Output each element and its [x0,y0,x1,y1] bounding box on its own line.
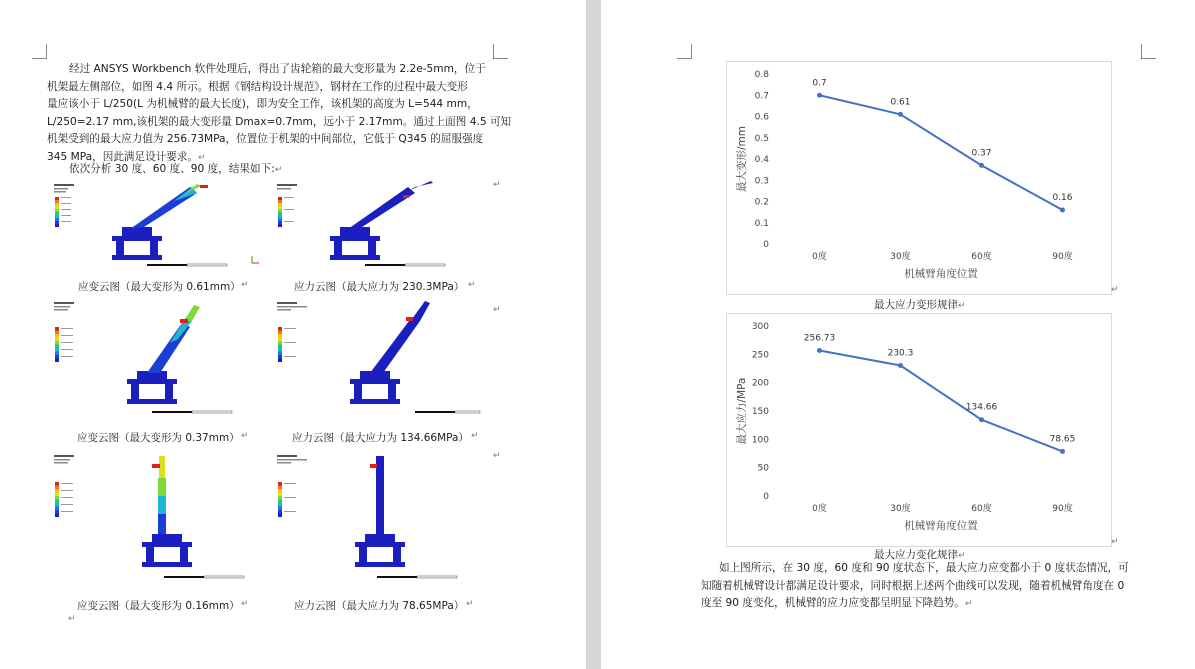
data-label: 0.61 [890,97,911,108]
paragraph-mark: ↵ [241,280,249,290]
right-page [601,0,1195,669]
data-point [817,348,822,353]
figure-caption: 应力云图（最大应力为 78.65MPa） [294,600,465,612]
paragraph-line [69,161,282,180]
y-tick-label: 0.2 [754,197,769,208]
y-tick-label: 0.4 [754,155,769,165]
paragraph-mark: ↵ [241,599,249,609]
y-axis-label: 最大变形/mm [736,126,748,192]
x-tick-label: 30度 [890,252,911,262]
left-page [0,0,586,669]
paragraph-mark: ↵ [1111,285,1119,295]
robot-arm-model [127,305,200,404]
y-tick-label: 200 [751,378,769,389]
paragraph-line-text: 度至 90 度变化，机械臂的应力应变都呈明显下降趋势。 [701,597,965,610]
fea-figure-deformation-60 [52,299,262,419]
paragraph-mark: ↵ [241,431,249,441]
paragraph-mark: ↵ [493,451,501,461]
robot-arm-model [355,456,405,567]
data-label: 0.7 [812,78,827,89]
robot-arm-model [142,456,192,567]
y-axis-label: 最大应力/MPa [736,377,748,445]
data-point [898,363,903,368]
scale-bar [147,264,227,266]
scale-bar [152,411,232,413]
series-line [820,351,1063,452]
y-tick-label: 0.8 [754,70,769,80]
paragraph-line: 知随着机械臂设计都满足设计要求，同时根据上述两个曲线可以发现，随着机械臂角度在 0 [701,579,1125,592]
x-tick-label: 90度 [1052,252,1073,262]
paragraph-mark: ↵ [493,305,501,315]
paragraph-mark: ↵ [471,431,479,441]
scale-bar [365,264,445,266]
fea-figure-stress-90 [275,452,485,582]
y-tick-label: 0 [763,240,769,250]
paragraph-line-text: 依次分析 30 度、60 度、90 度，结果如下: [69,163,275,175]
fea-legend [277,184,297,227]
conclusion-paragraph [701,560,1141,614]
fea-legend [54,455,74,517]
figure-caption: 应力云图（最大应力为 134.66MPa） [292,432,469,444]
data-label: 78.65 [1049,434,1076,445]
figure-caption: 应变云图（最大变形为 0.16mm） [77,600,240,612]
data-label: 230.3 [887,348,914,359]
y-tick-label: 0.3 [754,176,769,187]
margin-mark-top-left [32,44,47,59]
paragraph-line: L/250=2.17 mm,该机架的最大变形量 Dmax=0.7mm，远小于 2.17mm。通过上面图 4.5 可知 [47,115,512,128]
data-label: 134.66 [965,402,998,413]
paragraph-line [701,595,1141,614]
fea-figure-deformation-90 [52,452,262,582]
y-tick-label: 0.6 [754,112,769,123]
paragraph-line: 机架受到的最大应力值为 256.73MPa，位置位于机架的中间部位，它低于 Q345 的屈服强度 [47,133,484,146]
axis-triad [252,256,259,263]
fea-figure-deformation-30 [52,181,262,267]
x-tick-label: 60度 [971,252,992,262]
intro-paragraph [47,61,512,168]
scale-bar [164,576,244,578]
paragraph-mark: ↵ [958,551,966,561]
y-tick-label: 0.7 [754,91,769,102]
paragraph-line: 机架最左侧部位，如图 4.4 所示。根据《钢结构设计规范》，钢材在工作的过程中最大变形 [47,80,468,93]
data-point [979,163,984,168]
analysis-intro [69,161,282,180]
data-point [979,417,984,422]
x-tick-label: 90度 [1052,504,1073,514]
paragraph-mark: ↵ [274,165,283,175]
paragraph-line: 如上图所示，在 30 度，60 度和 90 度状态下，最大应力应变都小于 0 度状态情况，可 [719,562,1129,574]
paragraph-line: 量应该小于 L/250(L 为机械臂的最大长度)，即为安全工作，该机架的高度为 L=544 mm， [47,98,478,111]
y-tick-label: 0.5 [754,133,769,144]
series-line [820,95,1063,210]
y-tick-label: 0.1 [754,218,769,229]
data-label: 0.16 [1052,193,1073,203]
deformation-chart [726,61,1112,295]
deformation-chart-svg [727,62,1111,294]
y-tick-label: 0 [763,492,769,502]
paragraph-mark: ↵ [468,280,476,290]
x-axis-label: 机械臂角度位置 [904,520,978,532]
chart-title [874,297,966,312]
y-tick-label: 50 [757,463,769,474]
margin-mark-top-right [493,44,508,59]
chart-title-text: 最大应力变形规律 [874,299,958,311]
stress-chart [726,313,1112,547]
fea-legend [54,302,74,362]
robot-arm-model [330,181,433,260]
fea-legend [277,302,307,362]
data-point [898,112,903,117]
figure-caption: 应变云图（最大变形为 0.37mm） [77,432,240,444]
paragraph-mark: ↵ [493,180,501,190]
data-label: 0.37 [971,148,992,159]
figure-caption: 应力云图（最大应力为 230.3MPa） [294,281,465,293]
paragraph-mark: ↵ [958,301,966,311]
margin-mark-top-left [677,44,692,59]
paragraph-line: 经过 ANSYS Workbench 软件处理后，得出了齿轮箱的最大变形量为 2.2e-5mm，位于 [69,63,486,75]
data-label: 256.73 [803,333,836,344]
paragraph-mark: ↵ [964,599,973,610]
x-axis-label: 机械臂角度位置 [904,268,978,280]
x-tick-label: 60度 [971,504,992,514]
x-tick-label: 0度 [812,252,827,262]
data-point [817,93,822,98]
paragraph-line-text: 345 MPa，因此满足设计要求。 [47,150,199,163]
scale-bar [415,411,480,413]
margin-mark-top-right [1141,44,1156,59]
scale-bar [377,576,457,578]
fea-legend [277,455,307,517]
stress-chart-svg [727,314,1111,546]
robot-arm-model [112,184,208,260]
paragraph-mark: ↵ [68,614,76,624]
paragraph-mark: ↵ [1111,537,1119,547]
fea-figure-stress-60 [275,299,485,419]
paragraph-mark: ↵ [466,599,474,609]
data-point [1060,208,1065,213]
data-point [1060,449,1065,454]
paragraph-mark: ↵ [198,152,206,163]
y-tick-label: 150 [751,407,769,417]
robot-arm-model [350,301,430,404]
y-tick-label: 250 [751,350,769,361]
fea-figure-stress-30 [275,181,485,267]
y-tick-label: 300 [751,322,769,332]
fea-legend [54,184,74,227]
y-tick-label: 100 [751,435,769,446]
chart-title-text: 最大应力变化规律 [874,549,958,561]
x-tick-label: 0度 [812,504,827,514]
x-tick-label: 30度 [890,504,911,514]
figure-caption: 应变云图（最大变形为 0.61mm） [78,281,241,293]
